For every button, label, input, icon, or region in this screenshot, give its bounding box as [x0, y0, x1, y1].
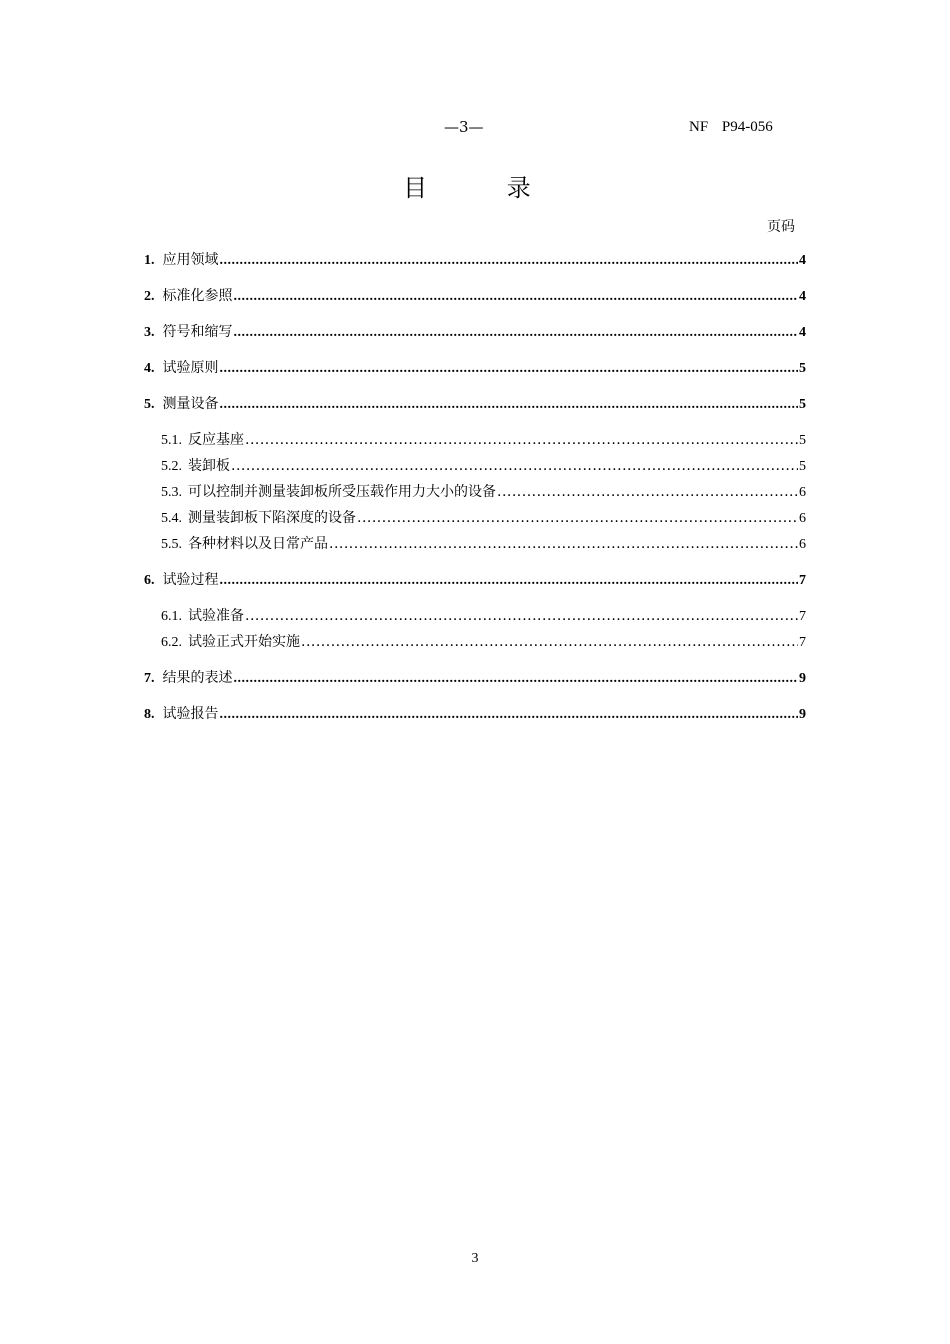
- toc-entry-6[interactable]: [144, 570, 806, 591]
- toc-entry-number: 5.2.: [161, 459, 182, 474]
- toc-entry-title: 试验过程: [162, 572, 219, 588]
- header-page-marker: —3—: [444, 118, 484, 136]
- dot-leader: [231, 456, 798, 476]
- toc-entry-page: 7: [799, 573, 806, 588]
- toc-entry-5-3[interactable]: [144, 482, 806, 503]
- toc-entry-number: 6.: [144, 573, 155, 588]
- footer-page-number: 3: [471, 1251, 479, 1266]
- toc-entry-page: 9: [799, 707, 806, 722]
- toc-entry-title: 试验准备: [188, 608, 244, 624]
- toc-entry-number: 5.4.: [161, 511, 182, 526]
- toc-entry-page: 7: [799, 609, 806, 624]
- toc-entry-3[interactable]: [144, 322, 806, 343]
- toc-entry-6-1[interactable]: [144, 606, 806, 627]
- toc-entry-2[interactable]: [144, 286, 806, 307]
- dot-leader: [220, 571, 799, 591]
- toc-entry-title: 应用领域: [162, 252, 219, 268]
- toc-entry-title: 测量设备: [162, 396, 219, 412]
- toc-entry-page: 4: [799, 289, 806, 304]
- toc-entry-number: 6.2.: [161, 635, 182, 650]
- dot-leader: [329, 534, 798, 554]
- toc-entry-page: 4: [799, 253, 806, 268]
- dot-leader: [220, 251, 799, 271]
- toc-entry-number: 7.: [144, 671, 155, 686]
- toc-entry-number: 3.: [144, 325, 155, 340]
- dot-leader: [234, 323, 799, 343]
- toc-entry-page: 5: [799, 361, 806, 376]
- dot-leader: [220, 395, 799, 415]
- dot-leader: [234, 669, 799, 689]
- toc-entry-number: 6.1.: [161, 609, 182, 624]
- toc-entry-number: 8.: [144, 707, 155, 722]
- toc-entry-page: 4: [799, 325, 806, 340]
- toc-entry-number: 4.: [144, 361, 155, 376]
- toc-entry-4[interactable]: [144, 358, 806, 379]
- toc-entry-page: 5: [799, 459, 806, 474]
- toc-entry-number: 5.5.: [161, 537, 182, 552]
- toc-entry-page: 5: [799, 433, 806, 448]
- toc-entry-title: 各种材料以及日常产品: [188, 536, 328, 552]
- toc-entry-1[interactable]: [144, 250, 806, 271]
- toc-entry-title: 标准化参照: [162, 288, 233, 304]
- toc-entry-5[interactable]: [144, 394, 806, 415]
- toc-entry-5-4[interactable]: [144, 508, 806, 529]
- toc-entry-title: 试验原则: [162, 360, 219, 376]
- toc-entry-5-5[interactable]: [144, 534, 806, 555]
- toc-entry-5-1[interactable]: [144, 430, 806, 451]
- toc-entry-5-2[interactable]: [144, 456, 806, 477]
- dot-leader: [220, 359, 799, 379]
- dot-leader: [301, 632, 798, 652]
- toc-entry-page: 6: [799, 511, 806, 526]
- toc-entry-page: 5: [799, 397, 806, 412]
- toc-entry-number: 1.: [144, 253, 155, 268]
- toc-entry-title: 试验正式开始实施: [188, 634, 300, 650]
- toc-entry-page: 6: [799, 537, 806, 552]
- toc-entry-title: 可以控制并测量装卸板所受压载作用力大小的设备: [188, 484, 496, 500]
- table-of-contents: [144, 250, 806, 725]
- toc-entry-page: 9: [799, 671, 806, 686]
- dot-leader: [220, 705, 799, 725]
- toc-entry-number: 5.: [144, 397, 155, 412]
- dot-leader: [245, 606, 798, 626]
- toc-entry-page: 6: [799, 485, 806, 500]
- dot-leader: [245, 430, 798, 450]
- toc-entry-title: 结果的表述: [162, 670, 233, 686]
- toc-entry-number: 2.: [144, 289, 155, 304]
- toc-title: 目 录: [403, 174, 567, 202]
- toc-entry-page: 7: [799, 635, 806, 650]
- toc-entry-8[interactable]: [144, 704, 806, 725]
- toc-entry-title: 反应基座: [188, 432, 244, 448]
- toc-entry-title: 测量装卸板下陷深度的设备: [188, 510, 356, 526]
- toc-entry-title: 符号和缩写: [162, 324, 233, 340]
- toc-entry-7[interactable]: [144, 668, 806, 689]
- dot-leader: [497, 482, 798, 502]
- dot-leader: [357, 508, 798, 528]
- header-standard-code: NF P94-056: [689, 119, 773, 135]
- toc-entry-title: 装卸板: [188, 458, 230, 474]
- toc-entry-number: 5.3.: [161, 485, 182, 500]
- dot-leader: [234, 287, 799, 307]
- toc-entry-number: 5.1.: [161, 433, 182, 448]
- page-column-label: 页码: [767, 219, 795, 235]
- toc-entry-title: 试验报告: [162, 706, 219, 722]
- toc-entry-6-2[interactable]: [144, 632, 806, 653]
